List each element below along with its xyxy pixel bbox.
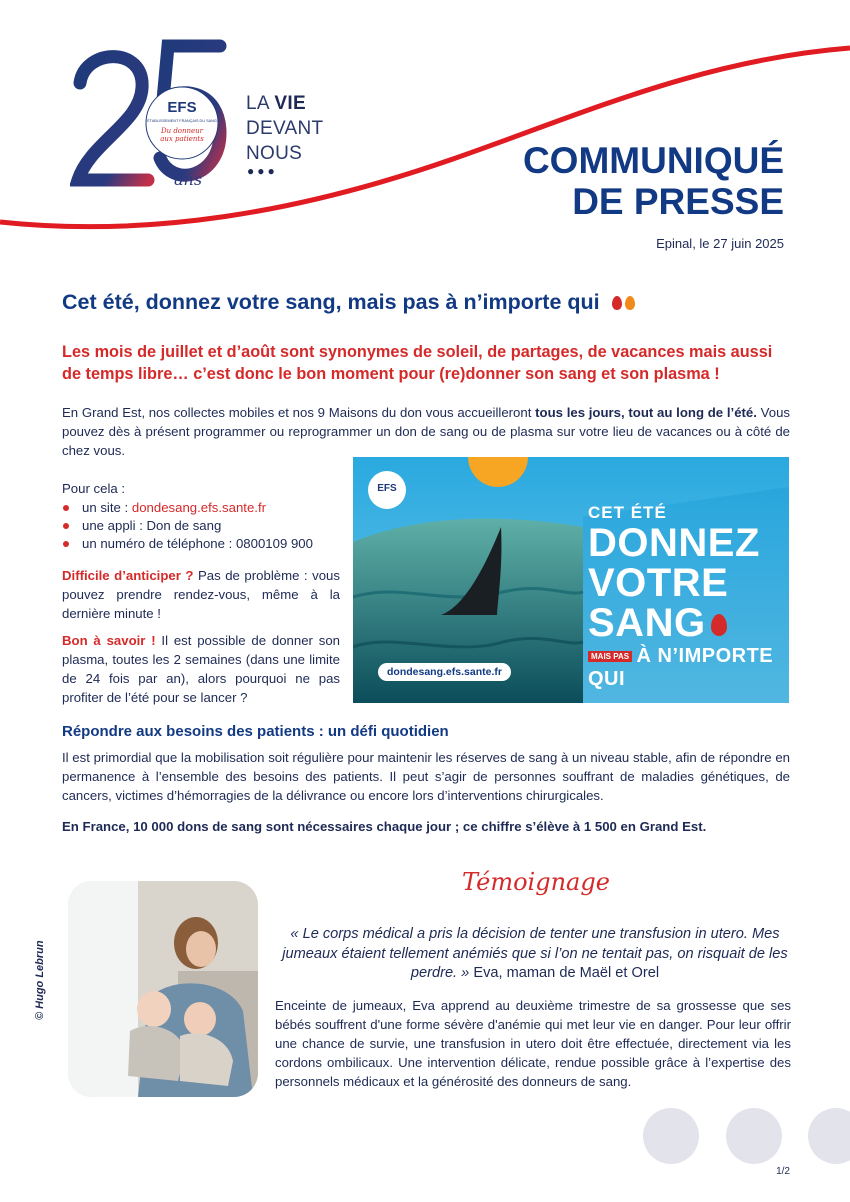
- logo-brand: EFS: [167, 99, 197, 116]
- intro-paragraph: [62, 403, 790, 460]
- contact-phone-label: un numéro de téléphone : 0800109 900: [82, 536, 313, 551]
- anticiper-text: Pas de problème : vous pouvez prendre rendez-vous, même à la dernière minute !: [62, 568, 340, 621]
- testimony-paragraph: Enceinte de jumeaux, Eva apprend au deuxième trimestre de sa grossesse que ses bébés souffrent d'une forme sévère d'anémie qui met leur vie en danger. Pour leur offrir une chance de survie, une transfusion in utero doit être effectuée, directement via les cordons ombilicaux. Une intervention délicate, rendue possible grâce à l’expertise des personnels médicaux et la générosité des donneurs de sang.: [275, 998, 791, 1089]
- decorative-circle: [643, 1108, 699, 1164]
- press-release-title: [523, 140, 784, 222]
- anticiper-bold: Difficile d’anticiper ?: [62, 568, 194, 583]
- banner-logo-text: EFS: [377, 483, 397, 494]
- headline-text: Cet été, donnez votre sang, mais pas à n’importe qui: [62, 290, 600, 314]
- red-drop-icon: [612, 296, 622, 310]
- savoir-paragraph: [62, 631, 340, 707]
- intro-start: En Grand Est, nos collectes mobiles et nos 9 Maisons du don vous accueilleront: [62, 405, 536, 420]
- besoins-paragraph: Il est primordial que la mobilisation soit régulière pour maintenir les réserves de sang à un niveau stable, afin de répondre en permanence à l’ensemble des besoins des patients. Il peut s’agir de personnes souffrant de maladies génétiques, de cancers, victimes d’hémorragies de la délivrance ou encore lors d’interventions chirurgicales.: [62, 750, 790, 803]
- title-line-1: COMMUNIQUÉ: [522, 140, 784, 181]
- stats-paragraph: En France, 10 000 dons de sang sont nécessaires chaque jour ; ce chiffre s’élève à 1 500 en Grand Est.: [62, 819, 707, 834]
- savoir-text: Il est possible de donner son plasma, toutes les 2 semaines (dans une limite de 24 fois par an), alors pourquoi ne pas profiter de l’été pour se lancer ?: [62, 633, 340, 705]
- contact-app-label: une appli : Don de sang: [82, 518, 222, 533]
- dateline: Epinal, le 27 juin 2025: [656, 236, 784, 251]
- page-number: 1/2: [776, 1166, 790, 1177]
- banner-line-1: CET ÉTÉ: [588, 503, 667, 522]
- banner-line-3: VOTRE: [588, 561, 729, 605]
- logo-years: ans: [174, 170, 203, 189]
- efs-banner-logo: [368, 471, 406, 509]
- contact-site-label: un site :: [82, 500, 132, 515]
- contact-list: [62, 499, 313, 553]
- list-item: [62, 535, 313, 553]
- quote-text: « Le corps médical a pris la décision de tenter une transfusion in utero. Mes jumeaux étaient tellement anémiés que si l’on ne tentait pas, on risquait de les perdre. »: [282, 926, 788, 981]
- tagline-nous: NOUS: [246, 143, 303, 164]
- temoignage-title: Témoignage: [462, 868, 610, 896]
- mother-twins-photo: [68, 881, 258, 1097]
- website-link[interactable]: dondesang.efs.sante.fr: [131, 500, 267, 515]
- efs-25-logo: [70, 38, 240, 198]
- svg-text:aux patients: aux patients: [160, 135, 204, 143]
- list-item: [62, 517, 313, 535]
- section-title: Répondre aux besoins des patients : un défi quotidien: [62, 723, 449, 740]
- list-item: [62, 499, 313, 517]
- lead-paragraph: Les mois de juillet et d’août sont synonymes de soleil, de partages, de vacances mais aussi de temps libre… c’est donc le bon moment pour (re)donner son sang et son plasma !: [62, 343, 773, 383]
- tagline-vie: VIE: [274, 93, 306, 114]
- decorative-circle: [726, 1108, 782, 1164]
- tagline-dots: ●●●: [247, 164, 278, 178]
- tagline: [246, 91, 323, 166]
- tagline-la: LA: [246, 93, 269, 114]
- svg-text:Du donneur: Du donneur: [160, 127, 204, 135]
- banner-url[interactable]: dondesang.efs.sante.fr: [378, 663, 511, 681]
- banner-line-4: [588, 603, 789, 643]
- photo-illustration: [68, 881, 258, 1097]
- svg-text:ÉTABLISSEMENT FRANÇAIS DU SANG: ÉTABLISSEMENT FRANÇAIS DU SANG: [147, 119, 217, 123]
- banner-line-2: DONNEZ: [588, 521, 760, 565]
- testimony-quote: [275, 925, 795, 984]
- blood-drop-icon: [711, 614, 727, 636]
- title-line-2: DE PRESSE: [572, 181, 784, 222]
- intro-bold: tous les jours, tout au long de l’été.: [535, 405, 757, 420]
- anticiper-paragraph: [62, 566, 340, 623]
- banner-sang: SANG: [588, 601, 706, 645]
- decorative-circle: [808, 1108, 850, 1164]
- banner-line-5: À N’IMPORTE QUI: [588, 645, 774, 690]
- tagline-devant: DEVANT: [246, 118, 324, 139]
- quote-author: Eva, maman de Maël et Orel: [469, 965, 660, 981]
- banner-slogan: [588, 503, 789, 691]
- orange-drop-icon: [625, 296, 635, 310]
- banner-mais-pas: MAIS PAS: [588, 651, 632, 662]
- pour-cela-label: Pour cela :: [62, 481, 126, 496]
- headline: [62, 290, 635, 315]
- savoir-bold: Bon à savoir !: [62, 633, 156, 648]
- campaign-banner: [353, 457, 789, 703]
- photo-credit: © Hugo Lebrun: [34, 940, 46, 1020]
- intro-end: Vous pouvez dès à présent programmer ou reprogrammer un don de sang ou de plasma sur votre lieu de vacances ou à côté de chez vous.: [62, 405, 791, 458]
